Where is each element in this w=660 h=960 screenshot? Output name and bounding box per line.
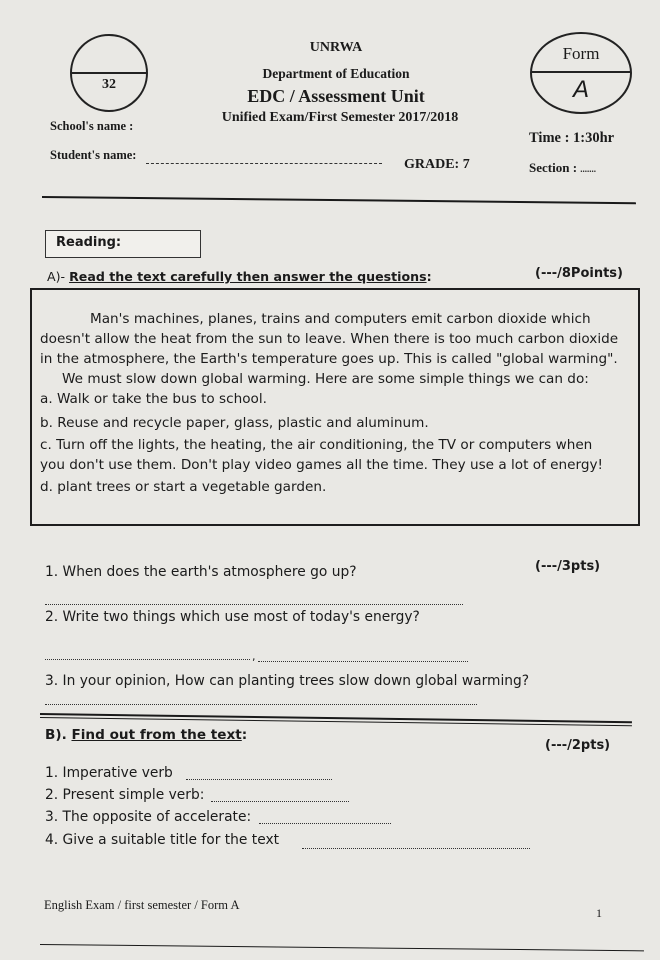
question-1: 1. When does the earth's atmosphere go up?: [45, 564, 357, 580]
passage-line: We must slow down global warming. Here are some simple things we can do:: [62, 371, 589, 387]
header-divider: [42, 196, 636, 204]
student-name-field[interactable]: [146, 163, 382, 164]
exam-title: Unified Exam/First Semester 2017/2018: [221, 110, 459, 125]
reading-section-box: [45, 230, 201, 258]
part-b-item-3: 3. The opposite of accelerate:: [45, 809, 252, 825]
part-b-instruction: B). Find out from the text:: [45, 727, 248, 743]
form-oval: [530, 32, 632, 114]
student-name-label: Student's name:: [50, 148, 137, 162]
part-b-item-4: 4. Give a suitable title for the text: [45, 832, 280, 848]
questions-points: (---/3pts): [535, 559, 601, 574]
passage-line: b. Reuse and recycle paper, glass, plastic and aluminum.: [40, 415, 429, 431]
grade-label: GRADE: 7: [404, 157, 470, 172]
form-value: A: [572, 76, 589, 103]
passage-line: a. Walk or take the bus to school.: [40, 391, 267, 407]
part-b-answer-4[interactable]: [302, 848, 530, 849]
score-circle-number: 32: [102, 77, 116, 92]
question-2: 2. Write two things which use most of today's energy?: [45, 609, 420, 625]
footer-text: English Exam / first semester / Form A: [44, 898, 240, 912]
question-3: 3. In your opinion, How can planting trees slow down global warming?: [45, 673, 530, 689]
answer-line-2a[interactable]: [45, 659, 250, 660]
passage-line: c. Turn off the lights, the heating, the air conditioning, the TV or computers when: [40, 437, 593, 453]
answer-line-3[interactable]: [45, 704, 477, 705]
department-name: Department of Education: [262, 66, 410, 81]
reading-label: Reading:: [56, 235, 122, 250]
passage-line: d. plant trees or start a vegetable garden.: [40, 479, 327, 495]
part-b-item-2: 2. Present simple verb:: [45, 787, 205, 803]
passage-line: in the atmosphere, the Earth's temperature goes up. This is called "global warming".: [40, 351, 618, 367]
section-label: Section : .......: [529, 160, 597, 175]
part-a-instruction: A)- Read the text carefully then answer the questions:: [47, 269, 432, 284]
part-b-points: (---/2pts): [545, 738, 611, 753]
part-b-answer-2[interactable]: [211, 801, 349, 802]
passage-line: Man's machines, planes, trains and computers emit carbon dioxide which: [90, 311, 591, 327]
school-name-label: School's name :: [50, 119, 134, 133]
page-number: 1: [596, 906, 602, 920]
part-a-points: (---/8Points): [535, 266, 623, 281]
passage-line: you don't use them. Don't play video games all the time. They use a lot of energy!: [40, 457, 603, 473]
section-field[interactable]: .......: [580, 164, 597, 174]
passage-line: doesn't allow the heat from the sun to leave. When there is too much carbon dioxide: [40, 331, 619, 347]
part-b-answer-3[interactable]: [259, 823, 391, 824]
org-name: UNRWA: [309, 40, 363, 55]
part-b-answer-1[interactable]: [186, 779, 332, 780]
answer-line-1[interactable]: [45, 604, 463, 605]
answer-line-2b[interactable]: [258, 661, 468, 662]
form-label: Form: [562, 44, 600, 63]
time-label: Time : 1:30hr: [529, 130, 615, 146]
reading-passage: [30, 288, 640, 526]
unit-name: EDC / Assessment Unit: [247, 86, 425, 106]
part-b-item-1: 1. Imperative verb: [45, 765, 173, 781]
answer-separator: ,: [252, 650, 256, 663]
footer-border: [40, 944, 644, 951]
